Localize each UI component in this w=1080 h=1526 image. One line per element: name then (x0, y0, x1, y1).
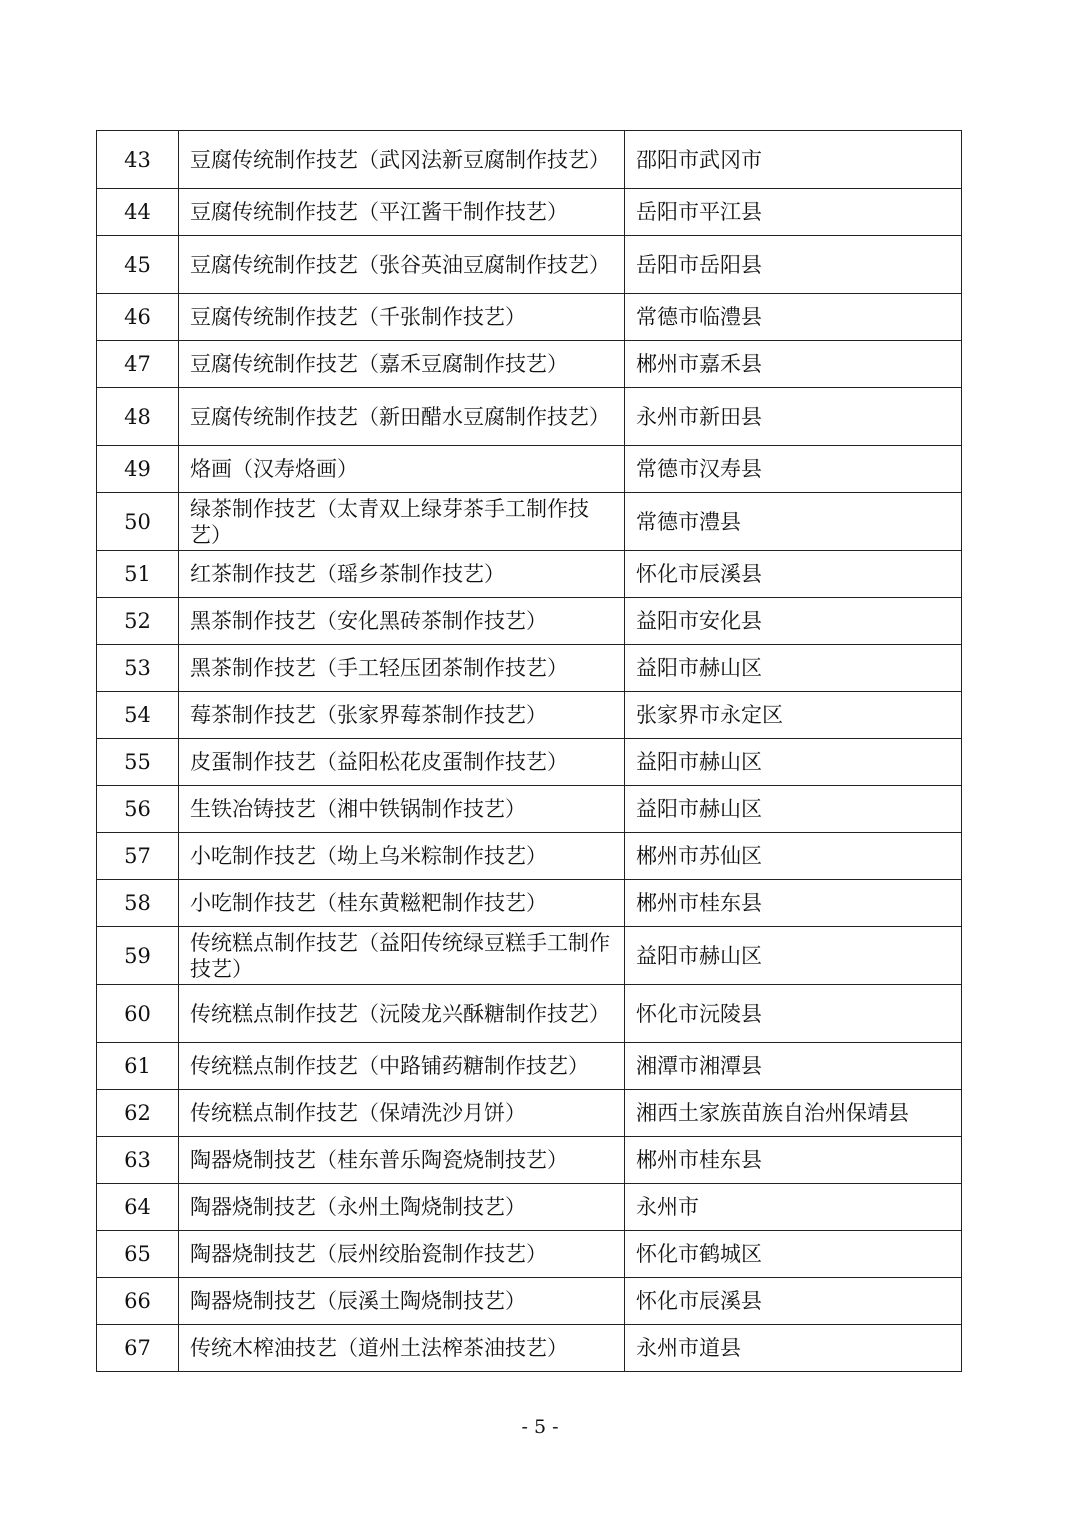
item-name: 豆腐传统制作技艺（武冈法新豆腐制作技艺） (179, 131, 625, 189)
item-region: 永州市道县 (625, 1325, 962, 1372)
table-row (97, 341, 962, 388)
row-number: 56 (97, 786, 179, 833)
item-region: 永州市 (625, 1184, 962, 1231)
table-row (97, 985, 962, 1043)
table-row (97, 189, 962, 236)
table-row (97, 1231, 962, 1278)
table-row (97, 236, 962, 294)
item-name: 陶器烧制技艺（桂东普乐陶瓷烧制技艺） (179, 1137, 625, 1184)
item-region: 常德市汉寿县 (625, 446, 962, 493)
item-region: 岳阳市平江县 (625, 189, 962, 236)
item-name: 豆腐传统制作技艺（张谷英油豆腐制作技艺） (179, 236, 625, 294)
item-region: 益阳市赫山区 (625, 786, 962, 833)
table-row (97, 446, 962, 493)
item-name: 传统糕点制作技艺（益阳传统绿豆糕手工制作技艺） (179, 927, 625, 985)
item-region: 怀化市辰溪县 (625, 1278, 962, 1325)
row-number: 49 (97, 446, 179, 493)
table-row (97, 294, 962, 341)
row-number: 60 (97, 985, 179, 1043)
item-region: 郴州市桂东县 (625, 880, 962, 927)
table-row (97, 1043, 962, 1090)
table-row (97, 880, 962, 927)
item-region: 益阳市安化县 (625, 598, 962, 645)
item-region: 湘西土家族苗族自治州保靖县 (625, 1090, 962, 1137)
item-name: 烙画（汉寿烙画） (179, 446, 625, 493)
item-region: 郴州市嘉禾县 (625, 341, 962, 388)
item-name: 生铁冶铸技艺（湘中铁锅制作技艺） (179, 786, 625, 833)
item-region: 益阳市赫山区 (625, 645, 962, 692)
row-number: 47 (97, 341, 179, 388)
row-number: 65 (97, 1231, 179, 1278)
item-name: 红茶制作技艺（瑶乡茶制作技艺） (179, 551, 625, 598)
table-row (97, 692, 962, 739)
row-number: 52 (97, 598, 179, 645)
heritage-list-table (96, 130, 962, 1372)
row-number: 53 (97, 645, 179, 692)
row-number: 62 (97, 1090, 179, 1137)
item-name: 豆腐传统制作技艺（新田醋水豆腐制作技艺） (179, 388, 625, 446)
row-number: 48 (97, 388, 179, 446)
table-row (97, 786, 962, 833)
item-name: 传统糕点制作技艺（保靖洗沙月饼） (179, 1090, 625, 1137)
item-name: 绿茶制作技艺（太青双上绿芽茶手工制作技艺） (179, 493, 625, 551)
item-name: 莓茶制作技艺（张家界莓茶制作技艺） (179, 692, 625, 739)
item-region: 张家界市永定区 (625, 692, 962, 739)
table-row (97, 1325, 962, 1372)
row-number: 44 (97, 189, 179, 236)
row-number: 63 (97, 1137, 179, 1184)
item-region: 益阳市赫山区 (625, 739, 962, 786)
row-number: 45 (97, 236, 179, 294)
table-row (97, 739, 962, 786)
row-number: 61 (97, 1043, 179, 1090)
item-region: 常德市澧县 (625, 493, 962, 551)
item-name: 豆腐传统制作技艺（平江酱干制作技艺） (179, 189, 625, 236)
row-number: 46 (97, 294, 179, 341)
item-name: 豆腐传统制作技艺（千张制作技艺） (179, 294, 625, 341)
row-number: 66 (97, 1278, 179, 1325)
item-name: 小吃制作技艺（坳上乌米粽制作技艺） (179, 833, 625, 880)
item-region: 郴州市桂东县 (625, 1137, 962, 1184)
table-row (97, 927, 962, 985)
item-name: 黑茶制作技艺（手工轻压团茶制作技艺） (179, 645, 625, 692)
item-name: 传统糕点制作技艺（沅陵龙兴酥糖制作技艺） (179, 985, 625, 1043)
table-row (97, 645, 962, 692)
item-name: 陶器烧制技艺（辰州绞胎瓷制作技艺） (179, 1231, 625, 1278)
page-number: - 5 - (521, 1416, 559, 1438)
row-number: 64 (97, 1184, 179, 1231)
item-region: 怀化市辰溪县 (625, 551, 962, 598)
item-region: 怀化市鹤城区 (625, 1231, 962, 1278)
item-region: 湘潭市湘潭县 (625, 1043, 962, 1090)
item-name: 陶器烧制技艺（永州土陶烧制技艺） (179, 1184, 625, 1231)
item-name: 小吃制作技艺（桂东黄糍粑制作技艺） (179, 880, 625, 927)
item-region: 常德市临澧县 (625, 294, 962, 341)
item-region: 邵阳市武冈市 (625, 131, 962, 189)
item-region: 郴州市苏仙区 (625, 833, 962, 880)
item-region: 怀化市沅陵县 (625, 985, 962, 1043)
table-row (97, 551, 962, 598)
row-number: 50 (97, 493, 179, 551)
item-name: 皮蛋制作技艺（益阳松花皮蛋制作技艺） (179, 739, 625, 786)
row-number: 67 (97, 1325, 179, 1372)
item-region: 岳阳市岳阳县 (625, 236, 962, 294)
row-number: 55 (97, 739, 179, 786)
row-number: 58 (97, 880, 179, 927)
item-name: 黑茶制作技艺（安化黑砖茶制作技艺） (179, 598, 625, 645)
table-row (97, 1090, 962, 1137)
table-row (97, 833, 962, 880)
table-row (97, 131, 962, 189)
row-number: 51 (97, 551, 179, 598)
table-row (97, 1278, 962, 1325)
item-name: 传统木榨油技艺（道州土法榨茶油技艺） (179, 1325, 625, 1372)
table-row (97, 493, 962, 551)
item-name: 传统糕点制作技艺（中路铺药糖制作技艺） (179, 1043, 625, 1090)
row-number: 54 (97, 692, 179, 739)
item-name: 陶器烧制技艺（辰溪土陶烧制技艺） (179, 1278, 625, 1325)
item-region: 益阳市赫山区 (625, 927, 962, 985)
item-region: 永州市新田县 (625, 388, 962, 446)
table-row (97, 388, 962, 446)
table-row (97, 1137, 962, 1184)
table-row (97, 598, 962, 645)
row-number: 43 (97, 131, 179, 189)
row-number: 59 (97, 927, 179, 985)
table-row (97, 1184, 962, 1231)
row-number: 57 (97, 833, 179, 880)
item-name: 豆腐传统制作技艺（嘉禾豆腐制作技艺） (179, 341, 625, 388)
